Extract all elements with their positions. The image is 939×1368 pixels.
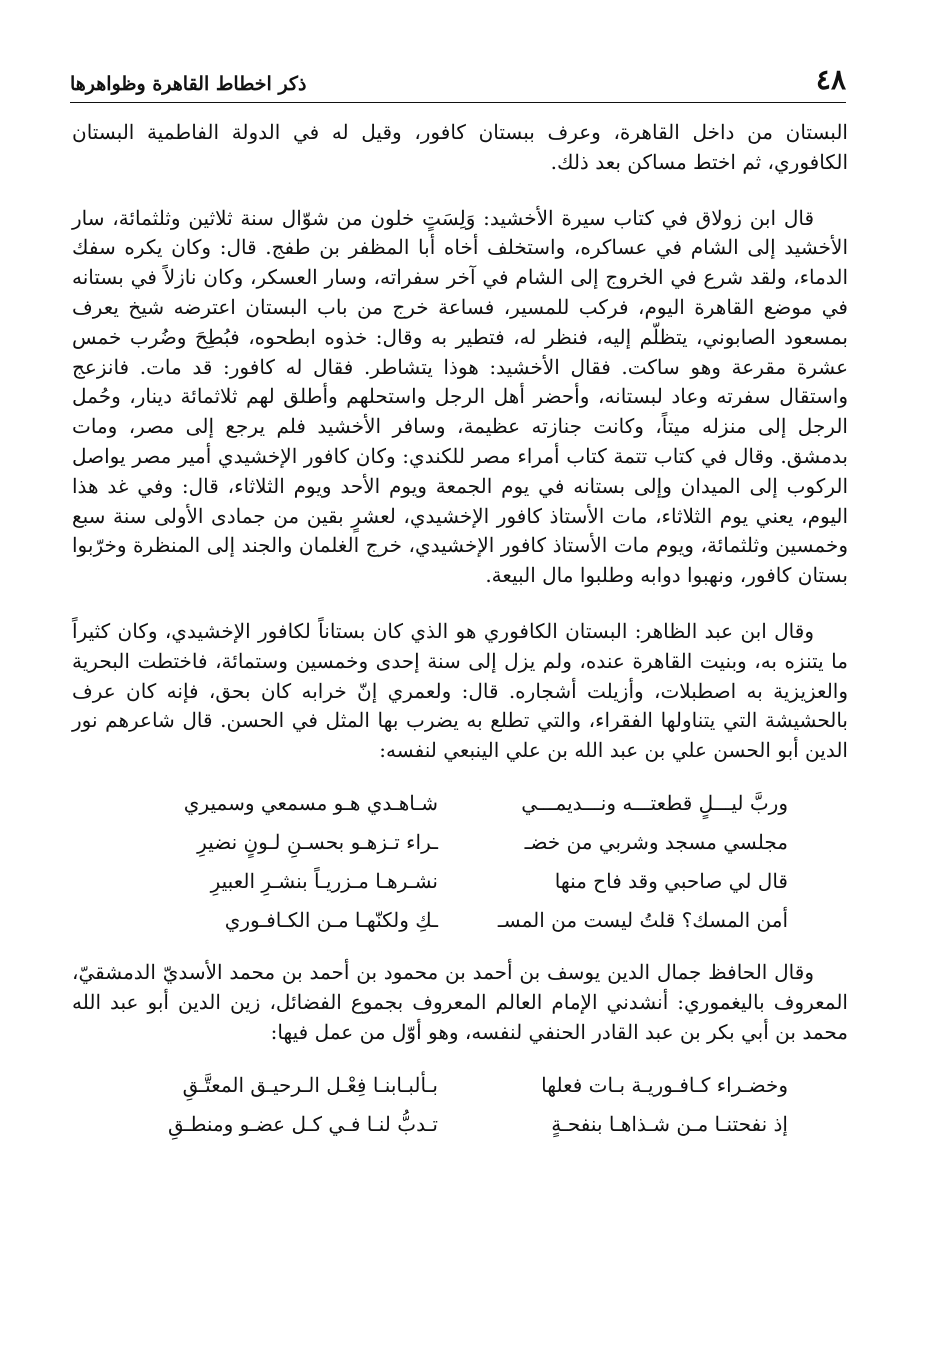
verse-second-hemistich: ـكِ ولكنّهـا مـن الكـافـوري: [224, 908, 438, 933]
verse-first-hemistich: إذ نفحتنـا مـن شـذاهـا بنفحـةٍ: [551, 1111, 788, 1136]
poem-gap: [72, 940, 848, 958]
verse-second-hemistich: ـراء تـزهـو بحسـنِ لـونٍ نضيرِ: [197, 830, 438, 855]
verse-second-hemistich: بـألبـابنـا فِعْـل الـرحيـق المعتَّـقِ: [182, 1072, 438, 1097]
verse-first-hemistich: وخضـراء كـافـوريـة بـات فعلها: [541, 1072, 788, 1097]
verse: [72, 862, 848, 901]
paragraph-gap: [72, 178, 848, 204]
page-number: ٤٨: [815, 63, 846, 96]
poem-2: [72, 1065, 848, 1143]
paragraph-gap: [72, 591, 848, 617]
running-title: ذكر اخطاط القاهرة وظواهرها: [70, 73, 307, 95]
poem-1: [72, 784, 848, 940]
verse: [72, 1065, 848, 1104]
verse-first-hemistich: قال لي صاحبي وقد فاح منها: [554, 869, 788, 894]
poem-gap: [72, 766, 848, 784]
paragraph-2: قال ابن زولاق في كتاب سيرة الأخشيد: وَلِسَتٍ خلون من شوّال سنة ثلاثين وثلثمائة، سار الأخشيد إلى الشام في عساكره، واستخلف أخاه أبا المظفر بن طفج. قال: وكان يكره سفك الدماء، ولقد شرع في الخروج إلى الشام في آخر سفراته، وسار العسكر، وكان نازلاً في بستانه في موضع القاهرة اليوم، فركب للمسير، فساعة خرج من باب البستان اعترضه شيخ يعرف بمسعود الصابوني، يتظلّم إليه، فنظر له، فتطير به وقال: خذوه ابطحوه، فبُطِحَ وضُرب خمس عشرة مقرعة وهو ساكت. فقال الأخشيد: هوذا يتشاطر. فقال له كافور: قد مات. فانزعج واستقال سفرته وعاد لبستانه، وأحضر أهل الرجل واستحلهم وأطلق لهم ثلاثمائة دينار، وحُمل الرجل إلى منزله ميتاً، وكانت جنازته عظيمة، وسافر الأخشيد فلم يرجع إلى مصر، ومات بدمشق. وقال في كتاب تتمة كتاب أمراء مصر للكندي: وكان كافور الإخشيدي أمير مصر يواصل الركوب إلى الميدان وإلى بستانه في يوم الجمعة ويوم الأحد ويوم الثلاثاء، قال: وفي غد هذا اليوم، يعني يوم الثلاثاء، مات الأستاذ كافور الإخشيدي، لعشرٍ بقين من جمادى الأولى سنة سبع وخمسين وثلثمائة، ويوم مات الأستاذ كافور الإخشيدي، خرج الغلمان والجند إلى المنظرة وخرّبوا بستان كافور، ونهبوا دوابه وطلبوا مال البيعة.: [72, 205, 849, 588]
verse: [72, 784, 848, 823]
verse-second-hemistich: شـاهـدي هـو مسمعي وسميري: [183, 791, 438, 816]
verse: [72, 1104, 848, 1143]
verse-first-hemistich: مجلسي مسجد وشربي من خضـ: [524, 830, 788, 855]
body-text: [72, 118, 848, 1143]
verse-first-hemistich: وربَّ ليـــلٍ قطعتـــه ونـــديمـــي: [521, 791, 788, 816]
running-header: [70, 62, 846, 103]
verse-second-hemistich: نشـرهـا مـزريـاً بنشـرِ العبيرِ: [210, 869, 438, 894]
paragraph-3: وقال ابن عبد الظاهر: البستان الكافوري هو الذي كان بستاناً لكافور الإخشيدي، وكان كثيراً ما يتنزه به، وبنيت القاهرة عنده، ولم يزل إلى سنة إحدى وخمسين وستمائة، فاختطت البحرية والعزيزية به اصطبلات، وأزيلت أشجاره. قال: ولعمري إنّ خرابه كان بحق، فإنه كان عرف بالحشيشة التي يتناولها الفقراء، والتي تطلع به يضرب بها المثل في الحسن. قال شاعرهم نور الدين أبو الحسن علي بن عبد الله بن علي الينبعي لنفسه:: [72, 618, 849, 763]
verse-second-hemistich: تـدبُّ لنـا فـي كـل عضـو ومنطـقِ: [167, 1111, 438, 1136]
paragraph-4: وقال الحافظ جمال الدين يوسف بن أحمد بن محمود بن أحمد بن محمد الأسديّ الدمشقيّ، المعروف باليغموري: أنشدني الإمام العالم المعروف بجموع الفضائل، زين الدين أبو عبد الله محمد بن أبي بكر بن عبد القادر الحنفي لنفسه، وهو أوّل من عمل فيها:: [72, 959, 848, 1044]
paragraph-1: البستان من داخل القاهرة، وعرف ببستان كافور، وقيل له في الدولة الفاطمية البستان الكافوري، ثم اختط مساكن بعد ذلك.: [72, 120, 848, 174]
verse: [72, 901, 848, 940]
verse: [72, 823, 848, 862]
verse-first-hemistich: أمن المسك؟ قلتُ ليست من المسـ: [497, 908, 788, 933]
poem-gap: [72, 1047, 848, 1065]
